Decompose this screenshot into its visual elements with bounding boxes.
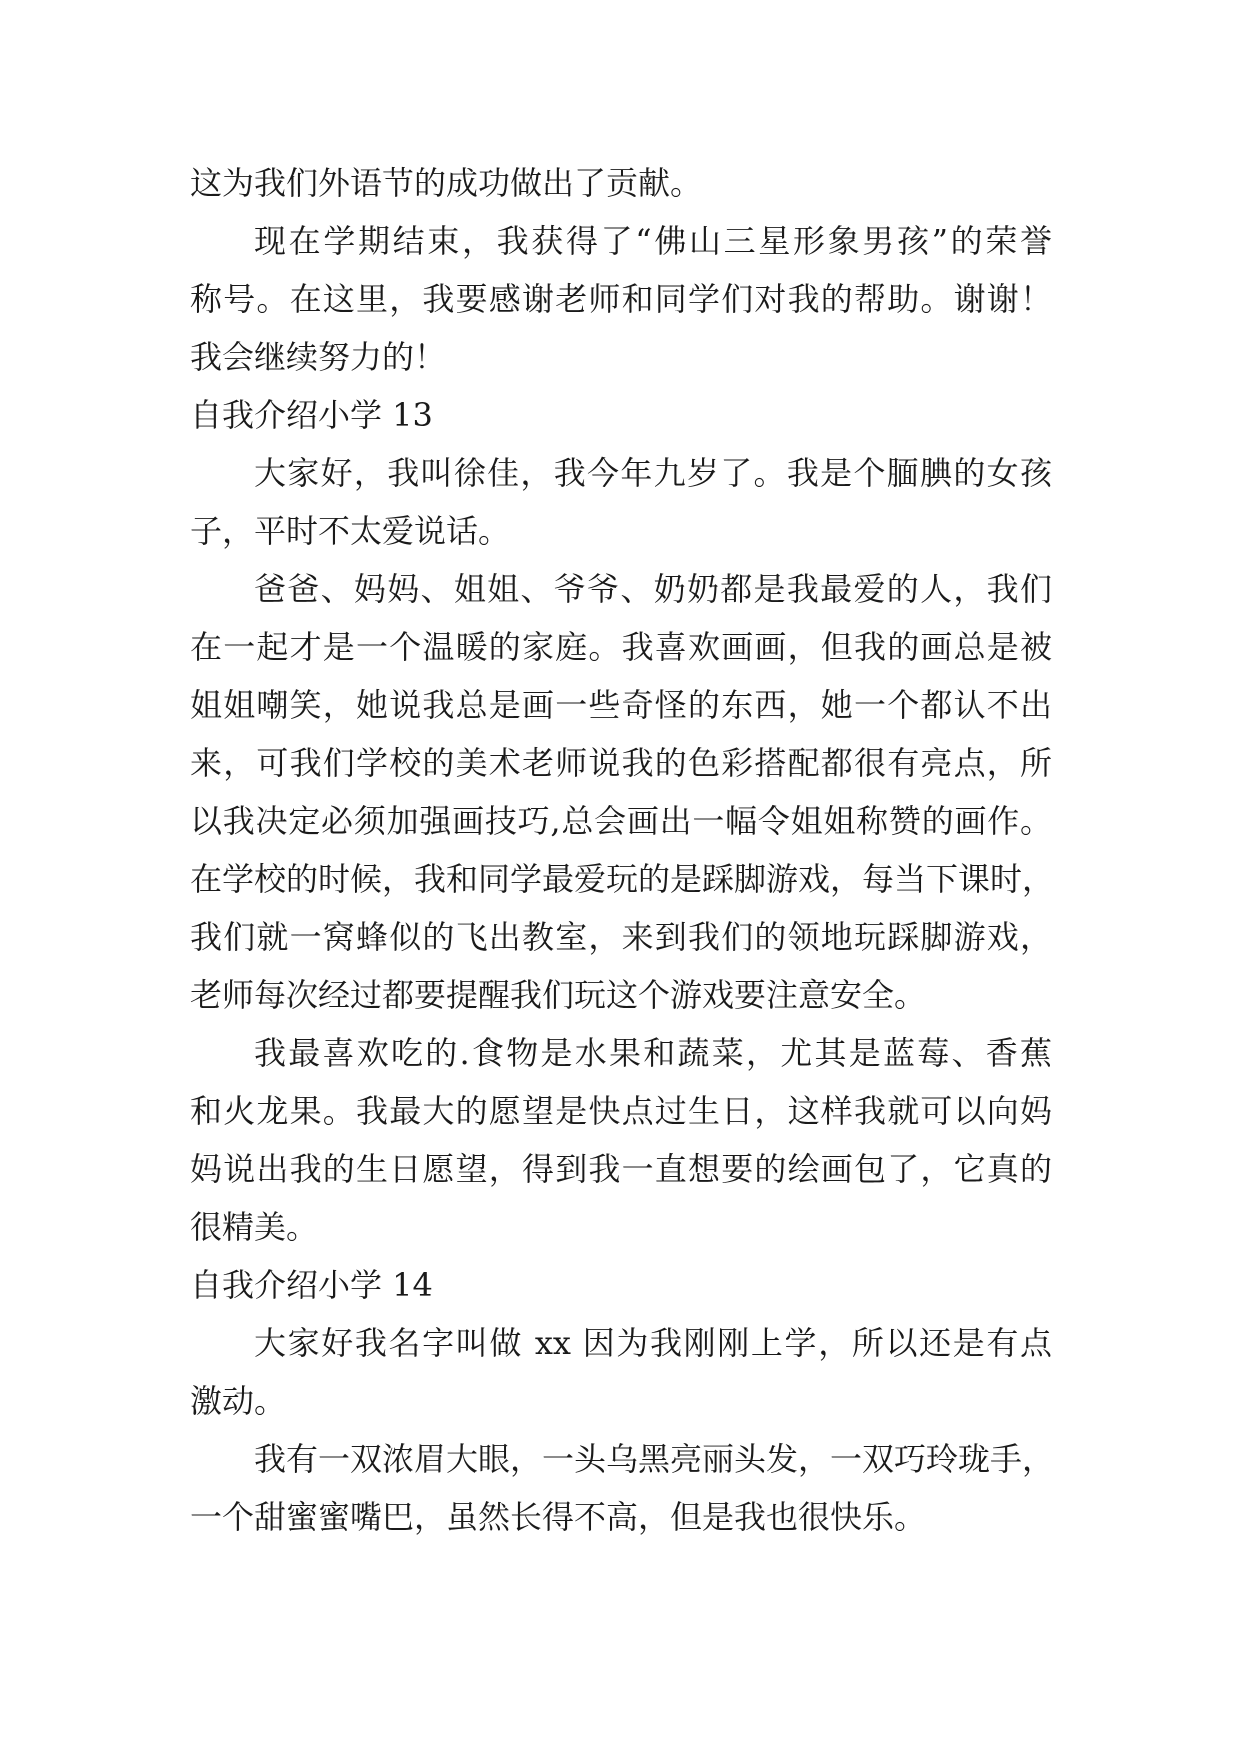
paragraph-line-start: 爸爸、妈妈、姐姐、爷爷、奶奶都是我最爱的人，我们 bbox=[254, 570, 1052, 608]
paragraph-line: 在学校的时候，我和同学最爱玩的是踩脚游戏，每当下课时， bbox=[190, 860, 1055, 898]
paragraph-line-end: 子，平时不太爱说话。 bbox=[190, 512, 511, 550]
paragraph-line-end: 老师每次经过都要提醒我们玩这个游戏要注意安全。 bbox=[190, 976, 927, 1014]
document-page bbox=[190, 154, 1055, 1546]
section-heading: 自我介绍小学 14 bbox=[190, 1266, 433, 1304]
paragraph-line-end: 激动。 bbox=[190, 1382, 287, 1420]
paragraph-line: 在一起才是一个温暖的家庭。我喜欢画画，但我的画总是被 bbox=[190, 628, 1052, 666]
paragraph-line-end: 我会继续努力的！ bbox=[190, 338, 447, 376]
paragraph-line-end: 这为我们外语节的成功做出了贡献。 bbox=[190, 164, 703, 202]
paragraph-line: 称号。在这里，我要感谢老师和同学们对我的帮助。谢谢！ bbox=[190, 280, 1052, 318]
section-heading: 自我介绍小学 13 bbox=[190, 396, 433, 434]
paragraph-line-end: 很精美。 bbox=[190, 1208, 319, 1246]
paragraph-line-start: 我最喜欢吃的.食物是水果和蔬菜，尤其是蓝莓、香蕉 bbox=[254, 1034, 1052, 1072]
paragraph-line: 和火龙果。我最大的愿望是快点过生日，这样我就可以向妈 bbox=[190, 1092, 1052, 1130]
paragraph-line: 我们就一窝蜂似的飞出教室，来到我们的领地玩踩脚游戏， bbox=[190, 918, 1052, 956]
paragraph-line: 妈说出我的生日愿望，得到我一直想要的绘画包了，它真的 bbox=[190, 1150, 1052, 1188]
paragraph-line: 以我决定必须加强画技巧,总会画出一幅令姐姐称赞的画作。 bbox=[190, 802, 1052, 840]
paragraph-line: 来，可我们学校的美术老师说我的色彩搭配都很有亮点，所 bbox=[190, 744, 1052, 782]
paragraph-line-start: 大家好我名字叫做 xx 因为我刚刚上学，所以还是有点 bbox=[254, 1324, 1052, 1362]
paragraph-line-end: 一个甜蜜蜜嘴巴，虽然长得不高，但是我也很快乐。 bbox=[190, 1498, 927, 1536]
paragraph-line-start: 现在学期结束，我获得了“佛山三星形象男孩”的荣誉 bbox=[254, 222, 1052, 260]
paragraph-line: 姐姐嘲笑，她说我总是画一些奇怪的东西，她一个都认不出 bbox=[190, 686, 1052, 724]
paragraph-line-start: 大家好，我叫徐佳，我今年九岁了。我是个腼腆的女孩 bbox=[254, 454, 1052, 492]
paragraph-line-start: 我有一双浓眉大眼，一头乌黑亮丽头发，一双巧玲珑手， bbox=[254, 1440, 1055, 1478]
